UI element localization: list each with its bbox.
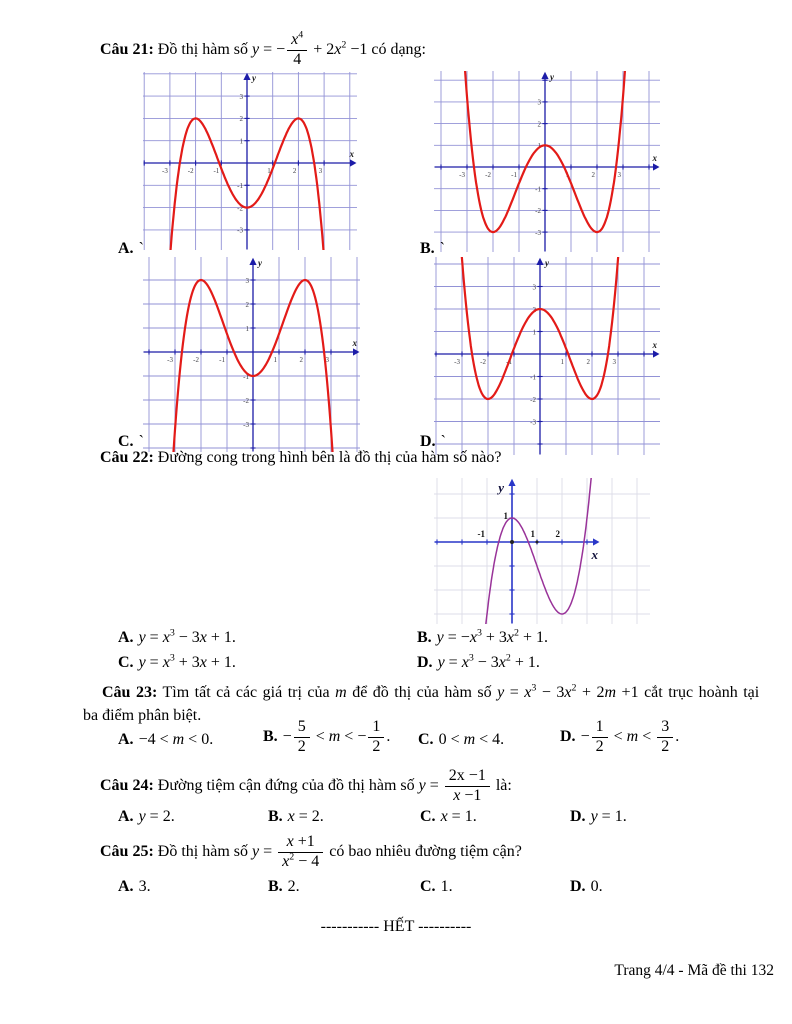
- q25-option-b-formula: 2.: [287, 878, 300, 895]
- q24-option-b: [268, 808, 324, 826]
- q25-option-a-formula: 3.: [138, 878, 151, 895]
- q24-label: Câu 24:: [100, 776, 154, 794]
- q25-option-b-label: B.: [268, 878, 283, 895]
- svg-text:-2: -2: [535, 207, 541, 216]
- q24-option-c-label: C.: [420, 808, 436, 825]
- svg-text:y: y: [498, 480, 504, 495]
- q22-option-b: [417, 629, 548, 647]
- q24-tail: là:: [491, 776, 512, 794]
- svg-text:y: y: [258, 258, 262, 268]
- svg-text:1: 1: [532, 328, 536, 337]
- svg-text:3: 3: [537, 98, 541, 107]
- svg-text:x: x: [591, 547, 598, 562]
- svg-text:-2: -2: [480, 358, 486, 366]
- svg-text:-1: -1: [243, 372, 249, 381]
- q21a-plot: [143, 72, 357, 250]
- q23-option-b-formula: − $\frac{5}{2}$ < m < − $\frac{1}{2}$ .: [282, 718, 391, 755]
- q24-option-c: [420, 808, 477, 826]
- svg-text:-2: -2: [237, 204, 243, 213]
- q21-heading: [100, 29, 426, 69]
- svg-text:-2: -2: [193, 356, 199, 364]
- q24-option-d-formula: y = 1.: [590, 808, 627, 825]
- svg-text:2: 2: [555, 529, 560, 539]
- svg-text:-1: -1: [506, 358, 512, 366]
- q21-option-a: [118, 240, 144, 258]
- svg-text:2: 2: [586, 358, 590, 366]
- q22-option-a-label: A.: [118, 629, 134, 646]
- svg-text:3: 3: [239, 92, 243, 101]
- q23-option-d-label: D.: [560, 727, 576, 745]
- q22-option-d-label: D.: [417, 654, 433, 671]
- q22-option-d: [417, 654, 540, 672]
- svg-text:2: 2: [532, 305, 536, 314]
- svg-text:-1: -1: [219, 356, 225, 364]
- svg-text:-1: -1: [511, 171, 517, 179]
- svg-text:3: 3: [245, 276, 249, 285]
- svg-text:1: 1: [273, 356, 277, 364]
- svg-text:-2: -2: [485, 171, 491, 179]
- svg-text:3: 3: [318, 167, 323, 175]
- svg-text:3: 3: [612, 358, 616, 366]
- svg-text:2: 2: [299, 356, 303, 364]
- q23-option-d: [560, 719, 679, 756]
- svg-text:-1: -1: [213, 167, 220, 175]
- q21-graph-c: [143, 257, 360, 457]
- q22-heading: [100, 449, 502, 467]
- q21-formula: y = − $\frac{x^4}{4}$ + $2x^2 -1$: [252, 29, 368, 68]
- svg-text:1: 1: [239, 137, 243, 146]
- q25-label: Câu 25:: [100, 842, 154, 860]
- svg-text:-3: -3: [530, 418, 536, 427]
- q25-option-a-label: A.: [118, 878, 134, 895]
- q24-option-a: [118, 808, 175, 826]
- svg-text:x: x: [352, 338, 357, 348]
- svg-text:-3: -3: [167, 356, 173, 364]
- q22-label: Câu 22:: [100, 449, 154, 466]
- q23-line1: [83, 681, 760, 704]
- q21-option-b-label: B.: [420, 240, 435, 257]
- svg-text:3: 3: [617, 171, 621, 179]
- svg-text:-1: -1: [477, 529, 485, 539]
- svg-text:1: 1: [537, 142, 541, 151]
- q23-option-c-label: C.: [418, 731, 434, 748]
- q24-formula: y = $\frac{2x -1}{x -1}$: [419, 777, 492, 794]
- q24-heading: [100, 768, 512, 805]
- svg-text:1: 1: [560, 358, 564, 366]
- q22-option-a: [118, 629, 236, 647]
- q25-option-b: [268, 878, 300, 896]
- svg-text:-3: -3: [454, 358, 460, 366]
- svg-text:-3: -3: [535, 228, 541, 237]
- q25-heading: [100, 834, 522, 871]
- svg-text:2: 2: [591, 171, 595, 179]
- q25-option-d-label: D.: [570, 878, 586, 895]
- svg-text:-2: -2: [530, 395, 536, 404]
- q21-graph-b: [434, 71, 660, 257]
- svg-text:2: 2: [292, 167, 297, 175]
- svg-text:x: x: [652, 340, 657, 350]
- svg-text:-2: -2: [187, 167, 194, 175]
- q25-formula: y = $\frac{x +1}{x^2 - 4}$: [252, 843, 325, 860]
- q21-lead: Đồ thị hàm số: [153, 40, 252, 58]
- svg-text:2: 2: [239, 115, 243, 124]
- q22-option-c: [118, 654, 236, 672]
- q24-option-b-formula: x = 2.: [287, 808, 324, 825]
- svg-text:-3: -3: [237, 226, 243, 235]
- q22-option-b-formula: $y = -x^3 + 3x^2 + 1$.: [436, 627, 549, 646]
- q25-lead: Đồ thị hàm số: [153, 842, 252, 860]
- q23-option-b-label: B.: [263, 727, 278, 745]
- svg-text:-3: -3: [459, 171, 465, 179]
- q25-option-d-formula: 0.: [590, 878, 603, 895]
- page-footer: Trang 4/4 - Mã đề thi 132: [614, 962, 774, 979]
- q22-option-b-label: B.: [417, 629, 432, 646]
- q24-option-a-label: A.: [118, 808, 134, 825]
- q24-option-b-label: B.: [268, 808, 283, 825]
- q22-graph: [434, 478, 650, 629]
- q23-option-b: [263, 719, 390, 756]
- q24-option-d-label: D.: [570, 808, 586, 825]
- q21-label: Câu 21:: [100, 40, 154, 58]
- svg-text:y: y: [550, 72, 554, 82]
- svg-text:1: 1: [530, 529, 535, 539]
- q21-tail: có dạng:: [367, 40, 426, 58]
- q23-option-a: [118, 731, 213, 749]
- svg-text:-1: -1: [237, 182, 243, 191]
- q25-option-d: [570, 878, 603, 896]
- q21-option-d-text: `: [440, 433, 446, 450]
- q22-text: Đường cong trong hình bên là đồ thị của hàm số nào?: [153, 449, 502, 466]
- q24-option-c-formula: x = 1.: [440, 808, 477, 825]
- svg-text:3: 3: [325, 356, 329, 364]
- q21-graph-d: [434, 257, 660, 460]
- q21-option-d-label: D.: [420, 433, 436, 450]
- svg-text:x: x: [349, 149, 354, 159]
- q21-option-b-text: `: [439, 240, 445, 257]
- svg-text:2: 2: [245, 300, 249, 309]
- q25-option-a: [118, 878, 151, 896]
- q22-option-c-label: C.: [118, 654, 134, 671]
- q23-option-a-label: A.: [118, 731, 134, 748]
- svg-text:3: 3: [532, 283, 536, 292]
- q25-option-c-formula: 1.: [440, 878, 453, 895]
- q21-option-b: [420, 240, 445, 258]
- q22-option-c-formula: $y = x^3 + 3x + 1$.: [138, 652, 236, 671]
- q23-option-c: [418, 731, 504, 749]
- q23-option-a-formula: −4 < m < 0.: [138, 731, 214, 748]
- svg-text:x: x: [652, 153, 657, 163]
- q23-line1-text: Tìm tất cả các giá trị của m để đồ thị của hàm số $y = x^3 - 3x^2 + 2m +1$ cắt trục hoành tại: [157, 682, 760, 701]
- svg-text:-3: -3: [162, 167, 168, 175]
- q21-graph-a: [143, 72, 357, 255]
- svg-text:1: 1: [245, 324, 249, 333]
- q25-option-c-label: C.: [420, 878, 436, 895]
- q21b-plot: [434, 71, 660, 252]
- q22-plot: [434, 478, 650, 624]
- svg-text:1: 1: [565, 171, 569, 179]
- svg-text:2: 2: [537, 120, 541, 129]
- svg-text:-3: -3: [243, 420, 249, 429]
- q21-option-c-text: `: [138, 433, 144, 450]
- q21-option-a-label: A.: [118, 240, 134, 257]
- q23-label: Câu 23:: [102, 684, 158, 701]
- q21d-plot: [434, 257, 660, 455]
- svg-text:-2: -2: [243, 396, 249, 405]
- svg-text:y: y: [252, 73, 256, 83]
- q25-tail: có bao nhiêu đường tiệm cận?: [325, 842, 522, 860]
- q21c-plot: [143, 257, 360, 452]
- q25-option-c: [420, 878, 453, 896]
- q21-option-a-text: `: [138, 240, 144, 257]
- svg-text:-1: -1: [535, 185, 541, 194]
- svg-text:1: 1: [503, 511, 508, 521]
- q22-option-d-formula: $y = x^3 - 3x^2 + 1$.: [437, 652, 540, 671]
- svg-text:1: 1: [267, 167, 271, 175]
- q23-line2: ba điểm phân biệt.: [83, 707, 202, 724]
- q24-option-a-formula: y = 2.: [138, 808, 175, 825]
- q23-option-d-formula: − $\frac{1}{2}$ < m < $\frac{3}{2}$ .: [580, 718, 680, 755]
- svg-text:-1: -1: [530, 373, 536, 382]
- end-marker: ----------- HẾT ----------: [320, 918, 472, 935]
- q23-option-c-formula: 0 < m < 4.: [438, 731, 505, 748]
- svg-text:y: y: [545, 258, 549, 268]
- q24-option-d: [570, 808, 627, 826]
- q24-lead: Đường tiệm cận đứng của đồ thị hàm số: [153, 776, 419, 794]
- q22-option-a-formula: $y = x^3 - 3x + 1$.: [138, 627, 236, 646]
- q21-option-c-label: C.: [118, 433, 134, 450]
